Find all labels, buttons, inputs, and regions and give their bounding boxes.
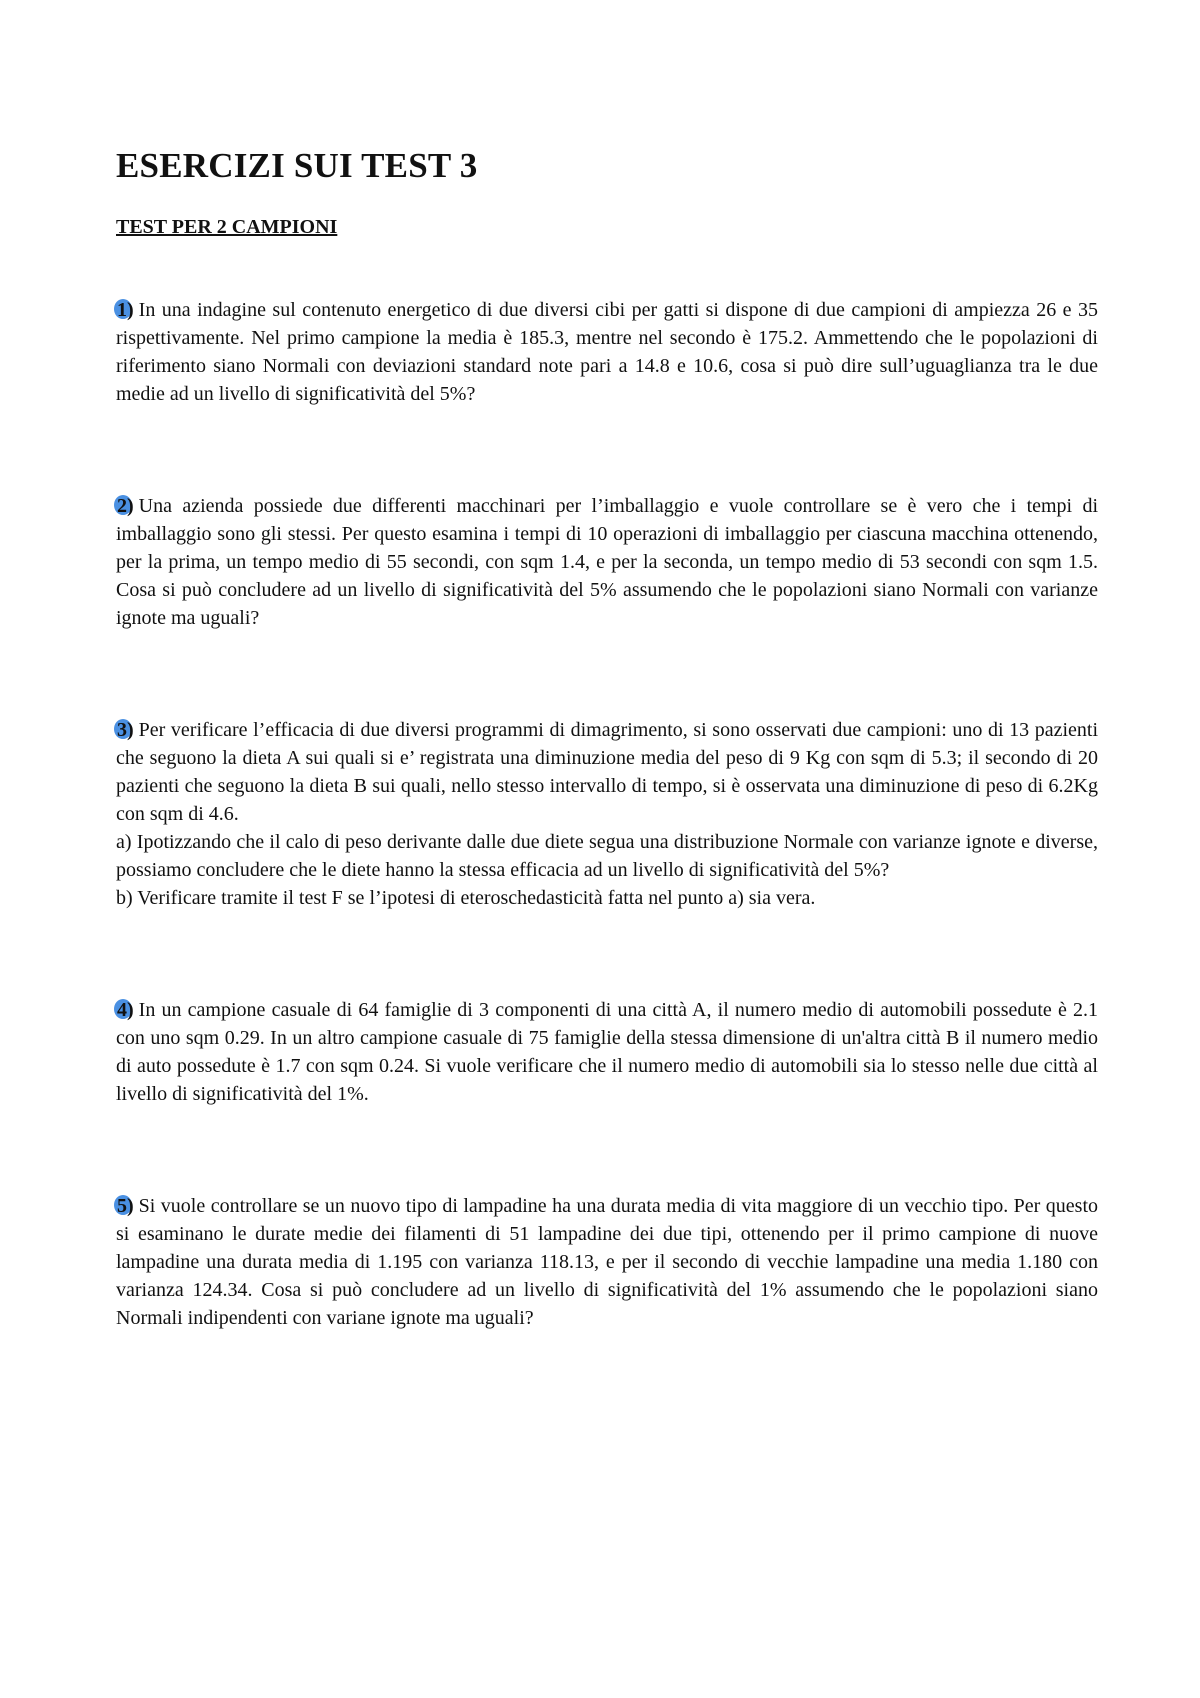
section-heading: TEST PER 2 CAMPIONI [116,216,338,238]
exercise-5-paragraph-1: Si vuole controllare se un nuovo tipo di lampadine ha una durata media di vita maggiore di un vecchio tipo. Per questo si esaminano le durate medie dei filamenti di 51 lampadine dei due tipi, ottenendo per il primo campione di nuove lampadine una durata media di 1.195 con varianza 118.13, e per il secondo di vecchie lampadine una media 1.180 con varianza 124.34. Cosa si può concludere ad un livello di significatività del 1% assumendo che le popolazioni siano Normali indipendenti con variane ignote ma uguali? [116,1195,1098,1329]
exercise-number-1: 1) [116,296,135,324]
exercise-4-text [116,996,1098,1108]
document-title: ESERCIZI SUI TEST 3 [116,146,478,185]
exercise-3-paragraph-1: Per verificare l’efficacia di due diversi programmi di dimagrimento, si sono osservati due campioni: uno di 13 pazienti che seguono la dieta A sui quali si e’ registrata una diminuzione media del peso di 9 Kg con sqm di 5.3; il secondo di 20 pazienti che seguono la dieta B sui quali, nello stesso intervallo di tempo, si è osservata una diminuzione di peso di 6.2Kg con sqm di 4.6. [116,719,1098,825]
exercise-number-3: 3) [116,716,135,744]
exercise-1 [116,296,1098,408]
exercise-number-4: 4) [116,996,135,1024]
exercise-2-paragraph-1: Una azienda possiede due differenti macchinari per l’imballaggio e vuole controllare se è vero che i tempi di imballaggio sono gli stessi. Per questo esamina i tempi di 10 operazioni di imballaggio per ciascuna macchina ottenendo, per la prima, un tempo medio di 55 secondi, con sqm 1.4, e per la seconda, un tempo medio di 53 secondi con sqm 1.5. Cosa si può concludere ad un livello di significatività del 5% assumendo che le popolazioni siano Normali con varianze ignote ma uguali? [116,495,1098,629]
exercise-3 [116,716,1098,912]
exercise-3-part-b: b) Verificare tramite il test F se l’ipotesi di eteroschedasticità fatta nel punto a) sia vera. [116,887,816,909]
exercise-number-2: 2) [116,492,135,520]
exercise-3-part-a: a) Ipotizzando che il calo di peso derivante dalle due diete segua una distribuzione Normale con varianze ignote e diverse, possiamo concludere che le diete hanno la stessa efficacia ad un livello di significatività del 5%? [116,831,1098,881]
exercise-4 [116,996,1098,1108]
exercise-1-paragraph-1: In una indagine sul contenuto energetico di due diversi cibi per gatti si dispone di due campioni di ampiezza 26 e 35 rispettivamente. Nel primo campione la media è 185.3, mentre nel secondo è 175.2. Ammettendo che le popolazioni di riferimento siano Normali con deviazioni standard note pari a 14.8 e 10.6, cosa si può dire sull’uguaglianza tra le due medie ad un livello di significatività del 5%? [116,299,1098,405]
exercise-2 [116,492,1098,632]
exercise-5 [116,1192,1098,1332]
exercise-3-text [116,716,1098,828]
exercise-5-text [116,1192,1098,1332]
exercise-1-text [116,296,1098,408]
exercise-2-text [116,492,1098,632]
exercise-number-5: 5) [116,1192,135,1220]
exercise-4-paragraph-1: In un campione casuale di 64 famiglie di 3 componenti di una città A, il numero medio di automobili possedute è 2.1 con uno sqm 0.29. In un altro campione casuale di 75 famiglie della stessa dimensione di un'altra città B il numero medio di auto possedute è 1.7 con sqm 0.24. Si vuole verificare che il numero medio di automobili sia lo stesso nelle due città al livello di significatività del 1%. [116,999,1098,1105]
